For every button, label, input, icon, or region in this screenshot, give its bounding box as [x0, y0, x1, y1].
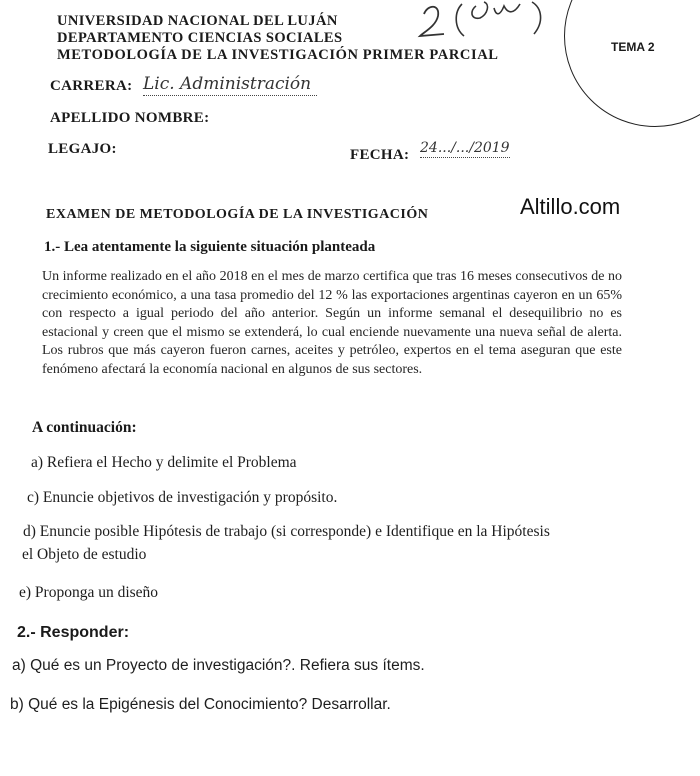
- question-a: a) Qué es un Proyecto de investigación?. Refiera sus ítems.: [12, 657, 425, 674]
- department-name: DEPARTAMENTO CIENCIAS SOCIALES: [57, 30, 343, 46]
- continuation-label: A continuación:: [32, 419, 137, 436]
- handwritten-grade-mark: [410, 0, 560, 42]
- carrera-handwriting: Lic. Administración: [143, 74, 317, 96]
- university-name: UNIVERSIDAD NACIONAL DEL LUJÁN: [57, 13, 338, 29]
- item-e: e) Proponga un diseño: [19, 584, 159, 601]
- apellido-nombre-label: APELLIDO NOMBRE:: [50, 110, 210, 126]
- fecha-handwriting: 24.../.../2019: [420, 140, 510, 156]
- fecha-label: FECHA:: [350, 147, 410, 163]
- carrera-label: CARRERA:: [50, 78, 133, 94]
- section1-heading: 1.- Lea atentamente la siguiente situación planteada: [44, 239, 376, 255]
- exam-title: EXAMEN DE METODOLOGÍA DE LA INVESTIGACIÓN: [46, 207, 429, 222]
- situation-paragraph: Un informe realizado en el año 2018 en el mes de marzo certifica que tras 16 meses consecutivos de no crecimiento económico, a una tasa promedio del 12 % las exportaciones argentinas cayeron en un 65% con respecto a igual periodo del año anterior. Según un informe semanal el desequilibrio no es estacional y creen que el mismo se extenderá, lo cual enciende nuevamente una nueva señal de alerta. Los rubros que más cayeron fueron carnes, aceites y petróleo, expertos en el tema aseguran que este fenómeno afectará la economía nacional en algunos de sus sectores.: [42, 269, 622, 377]
- section2-heading: 2.- Responder:: [17, 624, 130, 641]
- item-d-continued: el Objeto de estudio: [22, 546, 147, 563]
- altillo-watermark: Altillo.com: [520, 194, 621, 219]
- item-c: c) Enuncie objetivos de investigación y propósito.: [27, 489, 338, 506]
- item-d: d) Enuncie posible Hipótesis de trabajo (si corresponde) e Identifique en la Hipótesis: [23, 523, 550, 540]
- carrera-value: [143, 74, 317, 96]
- question-b: b) Qué es la Epigénesis del Conocimiento? Desarrollar.: [10, 696, 391, 713]
- legajo-label: LEGAJO:: [48, 141, 117, 157]
- fecha-value: [420, 140, 510, 158]
- tema-label: TEMA 2: [611, 40, 655, 54]
- item-a: a) Refiera el Hecho y delimite el Problema: [31, 454, 297, 471]
- course-title: METODOLOGÍA DE LA INVESTIGACIÓN PRIMER PARCIAL: [57, 47, 499, 63]
- tema-circle: [564, 0, 700, 127]
